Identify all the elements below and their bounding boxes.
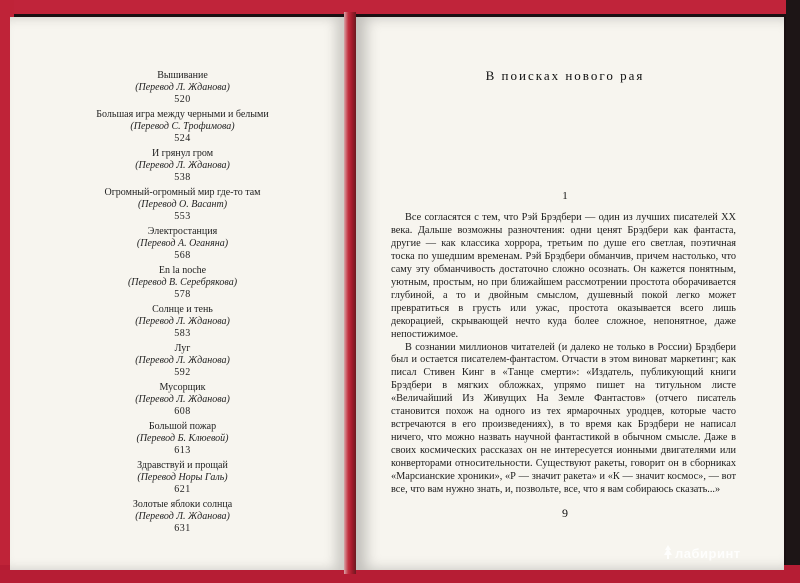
toc-translator: (Перевод Л. Жданова)	[135, 394, 230, 405]
toc-translator: (Перевод С. Трофимова)	[130, 121, 235, 132]
toc-page: 524	[174, 133, 191, 144]
toc-title: Здравствуй и прощай	[137, 460, 228, 471]
toc-translator: (Перевод Норы Галь)	[137, 472, 228, 483]
book-spine-gutter	[344, 12, 356, 574]
toc-translator: (Перевод Л. Жданова)	[135, 355, 230, 366]
toc-title: Вышивание	[157, 70, 208, 81]
toc-translator: (Перевод Л. Жданова)	[135, 316, 230, 327]
toc-entry	[75, 109, 290, 145]
toc-title: И грянул гром	[151, 148, 214, 159]
toc-entry	[75, 460, 290, 496]
toc-page: 583	[174, 328, 191, 339]
toc-page: 568	[174, 250, 191, 261]
toc-title: Огромный-огромный мир где-то там	[104, 187, 261, 198]
toc-page: 613	[174, 445, 191, 456]
table-of-contents	[75, 70, 290, 538]
toc-translator: (Перевод Л. Жданова)	[135, 511, 230, 522]
book-cover-right-edge	[786, 0, 800, 583]
toc-page: 592	[174, 367, 191, 378]
toc-title: Большая игра между черными и белыми	[96, 109, 269, 120]
toc-page: 553	[174, 211, 191, 222]
toc-title: Мусорщик	[159, 382, 206, 393]
section-number: 1	[562, 190, 568, 202]
toc-entry	[75, 265, 290, 301]
toc-entry	[75, 499, 290, 535]
toc-page: 608	[174, 406, 191, 417]
toc-entry	[75, 304, 290, 340]
toc-entry	[75, 70, 290, 106]
toc-entry	[75, 148, 290, 184]
paragraph: В сознании миллионов читателей (и далеко не только в России) Брэдбери был и остается писателем-фантастом. Отчасти в этом виноват маркетинг; как писал Стивен Кинг в «Танце смерти»: «Издатель, публикующий книги Брэдбери в мягких обложках, упрямо пишет на титульном листе «Величайший Из Живущих На Земле Фантастов» (отчего писатель становится похож на одного из тех ярмарочных уродцев, которые часто встречаются в его произведениях), в то время как Брэдбери не написал ничего, что можно назвать научной фантастикой в обычном смысле. Даже в своих космических рассказах он не интересуется ионными двигателями или конверторами относительности. Существуют ракеты, говорит он в сборниках «Марсианские хроники», «Р — значит ракета» и «К — значит космос», — вот все, что вам нужно знать, и, позвольте, все, что я вам собираюсь сказать...»	[391, 341, 736, 496]
toc-title: Солнце и тень	[152, 304, 213, 315]
toc-translator: (Перевод А. Оганяна)	[136, 238, 229, 249]
toc-page: 520	[174, 94, 191, 105]
labyrinth-logo-icon	[662, 544, 674, 560]
toc-translator: (Перевод О. Васант)	[137, 199, 228, 210]
toc-entry	[75, 421, 290, 457]
book-cover-top-edge	[0, 0, 800, 14]
toc-entry	[75, 343, 290, 379]
paragraph: Все согласятся с тем, что Рэй Брэдбери — один из лучших писателей XX века. Дальше возможны разночтения: одни ценят Брэдбери как фантаста, другие — как классика хоррора, третьим по душе его светлая, поэтичная тоска по ушедшим временам. Рэй Брэдбери обманчив, причем настолько, что саму эту обманчивость достаточно сложно осознать. Он кажется понятным, уютным, простым, но при ближайшем рассмотрении простота оборачивается глубиной, а то и двойным смыслом, душевный покой легко может превратиться в грусть или ужас, простота оказывается всего лишь декорацией, скрывающей нечто куда более сложное, непонятное, даже непостижимое.	[391, 212, 736, 340]
toc-entry	[75, 226, 290, 262]
watermark-logo: лабиринт	[675, 546, 741, 561]
toc-page: 578	[174, 289, 191, 300]
toc-page: 538	[174, 172, 191, 183]
toc-entry	[75, 187, 290, 223]
toc-page: 631	[174, 523, 191, 534]
toc-translator: (Перевод В. Серебрякова)	[127, 277, 238, 288]
toc-page: 621	[174, 484, 191, 495]
toc-title: En la noche	[158, 265, 207, 276]
toc-translator: (Перевод Л. Жданова)	[135, 160, 230, 171]
body-text	[391, 212, 736, 497]
toc-translator: (Перевод Б. Клюевой)	[136, 433, 229, 444]
toc-title: Большой пожар	[148, 421, 217, 432]
toc-translator: (Перевод Л. Жданова)	[135, 82, 230, 93]
page-number: 9	[562, 506, 568, 520]
toc-title: Золотые яблоки солнца	[132, 499, 233, 510]
toc-entry	[75, 382, 290, 418]
chapter-title: В поисках нового рая	[485, 68, 645, 83]
toc-title: Электростанция	[147, 226, 218, 237]
toc-title: Луг	[174, 343, 191, 354]
